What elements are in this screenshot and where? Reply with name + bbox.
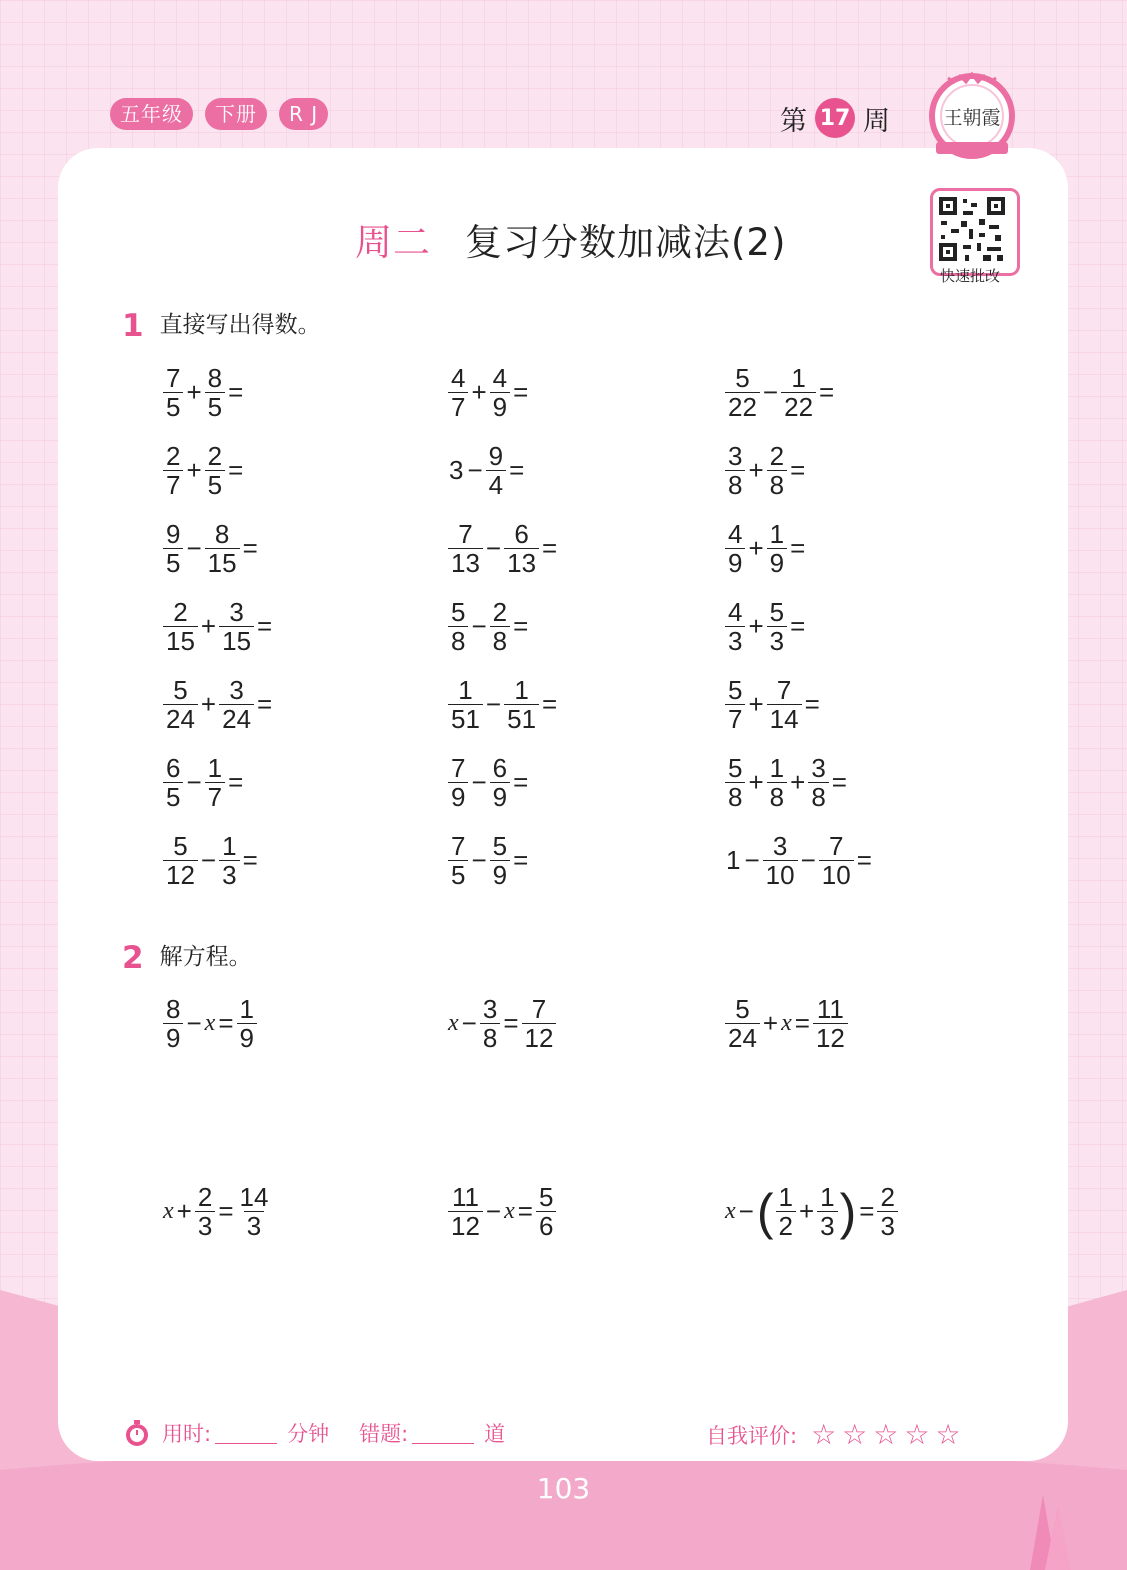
denominator: 9 — [490, 782, 510, 811]
numerator: 1 — [222, 831, 237, 861]
numerator: 8 — [214, 519, 230, 549]
fraction — [205, 364, 225, 421]
denominator: 24 — [725, 1023, 760, 1052]
operator: + — [176, 1196, 192, 1226]
operator: − — [186, 533, 202, 563]
operator: − — [800, 845, 816, 875]
denominator: 8 — [767, 782, 787, 811]
stopwatch-icon — [122, 1418, 152, 1448]
fraction — [536, 1183, 556, 1240]
numerator: 5 — [735, 994, 750, 1024]
fraction — [486, 442, 506, 499]
variable: x — [204, 1010, 216, 1036]
operator: − — [738, 1196, 754, 1226]
fraction — [490, 598, 510, 655]
numerator: 8 — [207, 363, 223, 393]
numerator: 2 — [166, 441, 181, 471]
edition-badge: R J — [279, 98, 328, 130]
operator: − — [762, 377, 779, 407]
denominator: 15 — [219, 626, 254, 655]
denominator: 5 — [163, 548, 183, 577]
operator: + — [748, 767, 764, 797]
week-suffix: 周 — [863, 105, 890, 137]
operator: 3 — [449, 455, 464, 485]
operator: = — [509, 455, 525, 485]
numerator: 1 — [207, 753, 223, 783]
calc-problem — [447, 364, 530, 421]
errors-label: 错题: — [359, 1422, 409, 1446]
denominator: 15 — [163, 626, 198, 655]
calc-problem — [724, 520, 807, 577]
denominator: 22 — [781, 392, 816, 421]
operator: + — [186, 455, 202, 485]
section-2-heading — [122, 938, 252, 976]
denominator: 15 — [205, 548, 240, 577]
fraction — [725, 676, 745, 733]
numerator: 4 — [451, 363, 466, 393]
time-label: 用时: — [162, 1422, 212, 1446]
fraction — [813, 995, 848, 1052]
fraction — [817, 1183, 837, 1240]
time-blank[interactable] — [215, 1423, 277, 1444]
denominator: 10 — [819, 860, 854, 889]
section-number: 2 — [122, 939, 144, 976]
svg-text:王朝霞: 王朝霞 — [943, 107, 1001, 129]
time-record — [122, 1418, 505, 1448]
denominator: 9 — [490, 860, 510, 889]
denominator: 5 — [205, 392, 225, 421]
fraction — [163, 598, 198, 655]
operator: = — [790, 611, 806, 641]
denominator: 8 — [808, 782, 828, 811]
operator: − — [467, 455, 483, 485]
denominator: 9 — [725, 548, 745, 577]
fraction — [781, 364, 816, 421]
operator: 1 — [726, 845, 741, 875]
denominator: 8 — [480, 1023, 500, 1052]
operator: = — [804, 689, 820, 719]
numerator: 4 — [728, 519, 743, 549]
denominator: 8 — [767, 470, 787, 499]
variable: x — [781, 1010, 792, 1036]
calc-problem — [447, 520, 559, 577]
denominator: 7 — [725, 704, 745, 733]
variable: x — [504, 1198, 515, 1224]
fraction — [767, 442, 787, 499]
operator: = — [859, 1196, 875, 1226]
self-eval-label: 自我评价: — [706, 1423, 798, 1448]
operator: + — [790, 767, 806, 797]
equation-problem — [724, 1183, 899, 1240]
fraction — [219, 598, 254, 655]
numerator: 14 — [239, 1182, 269, 1212]
variable: x — [163, 1198, 174, 1224]
denominator: 5 — [163, 782, 183, 811]
operator: = — [242, 845, 258, 875]
fraction — [163, 364, 183, 421]
numerator: 5 — [728, 675, 743, 705]
denominator: 3 — [767, 626, 787, 655]
fraction — [163, 754, 183, 811]
calc-problem — [162, 598, 274, 655]
fraction — [205, 754, 225, 811]
operator: = — [242, 533, 258, 563]
numerator: 1 — [458, 675, 473, 705]
denominator: 6 — [536, 1211, 556, 1240]
fraction — [767, 520, 787, 577]
fraction — [163, 442, 183, 499]
self-evaluation — [706, 1418, 967, 1451]
operator: = — [513, 377, 529, 407]
variable: x — [725, 1198, 736, 1224]
operator: − — [461, 1008, 477, 1038]
minute-unit: 分钟 — [287, 1422, 330, 1446]
page-number: 103 — [536, 1472, 591, 1505]
equation-problem — [724, 995, 849, 1052]
denominator: 8 — [725, 470, 745, 499]
operator: − — [186, 767, 202, 797]
equation-problem — [447, 995, 557, 1052]
calc-problem — [447, 598, 530, 655]
fraction — [819, 832, 854, 889]
calc-problem — [724, 598, 807, 655]
denominator: 10 — [763, 860, 798, 889]
fraction — [237, 995, 257, 1052]
fraction — [877, 1183, 897, 1240]
errors-blank[interactable] — [412, 1423, 474, 1444]
numerator: 7 — [828, 831, 844, 861]
fraction — [767, 598, 787, 655]
numerator: 5 — [735, 363, 750, 393]
fraction — [237, 1183, 272, 1240]
denominator: 12 — [813, 1023, 848, 1052]
numerator: 5 — [728, 753, 743, 783]
numerator: 7 — [531, 994, 547, 1024]
operator: = — [513, 845, 529, 875]
fraction — [448, 364, 468, 421]
operator: − — [471, 767, 487, 797]
operator: + — [798, 1196, 815, 1226]
numerator: 1 — [820, 1182, 835, 1212]
numerator: 4 — [728, 597, 743, 627]
calc-problem — [447, 676, 559, 733]
operator: − — [200, 845, 217, 875]
denominator: 8 — [448, 626, 468, 655]
qr-caption: 快速批改 — [940, 267, 1001, 285]
operator: − — [485, 1196, 502, 1226]
operator: = — [228, 377, 244, 407]
volume-badge: 下册 — [205, 98, 267, 130]
operator: = — [218, 1008, 234, 1038]
qr-code-icon — [933, 191, 1011, 267]
calc-problem — [162, 754, 245, 811]
operator: = — [542, 689, 558, 719]
calc-problem — [724, 442, 807, 499]
numerator: 5 — [173, 675, 188, 705]
operator: = — [503, 1008, 519, 1038]
numerator: 2 — [769, 441, 785, 471]
fraction — [490, 754, 510, 811]
numerator: 6 — [166, 753, 181, 783]
operator: + — [762, 1008, 779, 1038]
operator: = — [517, 1196, 533, 1226]
page-title — [355, 212, 786, 266]
operator: − — [471, 845, 487, 875]
operator: + — [200, 611, 217, 641]
numerator: 7 — [166, 363, 181, 393]
fraction — [763, 832, 798, 889]
fraction — [490, 364, 510, 421]
operator: = — [794, 1008, 810, 1038]
fraction — [219, 832, 239, 889]
denominator: 4 — [486, 470, 506, 499]
numerator: 2 — [880, 1182, 895, 1212]
fraction — [448, 754, 468, 811]
numerator: 5 — [769, 597, 785, 627]
numerator: 4 — [492, 363, 508, 393]
operator: − — [485, 533, 502, 563]
numerator: 9 — [166, 519, 181, 549]
calc-problem — [447, 754, 530, 811]
operator: = — [257, 611, 273, 641]
denominator: 8 — [725, 782, 745, 811]
title-topic: 复习分数加减法(2) — [465, 221, 787, 264]
operator: = — [856, 845, 872, 875]
operator: = — [228, 767, 244, 797]
fraction — [522, 995, 557, 1052]
denominator: 9 — [163, 1023, 183, 1052]
week-indicator — [780, 98, 890, 138]
fraction — [504, 520, 539, 577]
numerator: 3 — [482, 994, 498, 1024]
operator: + — [200, 689, 217, 719]
denominator: 13 — [504, 548, 539, 577]
fraction — [776, 1183, 796, 1240]
denominator: 3 — [817, 1211, 837, 1240]
denominator: 12 — [448, 1211, 483, 1240]
numerator: 9 — [488, 441, 504, 471]
denominator: 51 — [448, 704, 483, 733]
week-prefix: 第 — [780, 105, 807, 137]
operator: + — [186, 377, 202, 407]
grade-badges — [110, 98, 328, 130]
numerator: 1 — [769, 519, 785, 549]
numerator: 2 — [197, 1182, 213, 1212]
denominator: 3 — [219, 860, 239, 889]
denominator: 8 — [490, 626, 510, 655]
numerator: 5 — [173, 831, 188, 861]
numerator: 11 — [451, 1182, 479, 1212]
numerator: 2 — [207, 441, 223, 471]
calc-problem — [162, 364, 245, 421]
operator: − — [485, 689, 502, 719]
denominator: 5 — [448, 860, 468, 889]
fraction — [725, 364, 760, 421]
brand-logo-seal — [928, 68, 1016, 164]
fraction — [163, 676, 198, 733]
fraction — [725, 995, 760, 1052]
fraction — [448, 832, 468, 889]
errors-unit: 道 — [484, 1422, 506, 1446]
denominator: 9 — [448, 782, 468, 811]
denominator: 12 — [163, 860, 198, 889]
equation-problem — [162, 995, 258, 1052]
fraction — [725, 754, 745, 811]
numerator: 3 — [728, 441, 743, 471]
operator: + — [748, 455, 764, 485]
fraction — [448, 1183, 483, 1240]
parenthesis: ) — [839, 1183, 857, 1240]
numerator: 6 — [514, 519, 529, 549]
fraction — [448, 598, 468, 655]
operator: = — [513, 611, 529, 641]
grade-badge: 五年级 — [110, 98, 193, 130]
fraction — [504, 676, 539, 733]
numerator: 1 — [239, 994, 254, 1024]
numerator: 8 — [166, 994, 181, 1024]
fraction — [205, 520, 240, 577]
fraction — [448, 676, 483, 733]
denominator: 7 — [205, 782, 225, 811]
fraction — [219, 676, 254, 733]
denominator: 3 — [877, 1211, 897, 1240]
denominator: 7 — [448, 392, 468, 421]
numerator: 11 — [816, 994, 844, 1024]
qr-code[interactable] — [930, 188, 1020, 276]
numerator: 7 — [451, 831, 466, 861]
calc-problem — [162, 520, 260, 577]
calc-problem — [162, 832, 260, 889]
operator: = — [831, 767, 847, 797]
numerator: 5 — [538, 1182, 554, 1212]
operator: + — [471, 377, 487, 407]
denominator: 14 — [767, 704, 802, 733]
fraction — [163, 832, 198, 889]
operator: + — [748, 611, 764, 641]
calc-problem — [447, 832, 530, 889]
fraction — [808, 754, 828, 811]
denominator: 12 — [522, 1023, 557, 1052]
denominator: 9 — [767, 548, 787, 577]
denominator: 2 — [776, 1211, 796, 1240]
fraction — [163, 520, 183, 577]
denominator: 24 — [219, 704, 254, 733]
numerator: 2 — [492, 597, 508, 627]
denominator: 9 — [490, 392, 510, 421]
calc-problem — [724, 676, 822, 733]
equation-problem — [447, 1183, 557, 1240]
fraction — [448, 520, 483, 577]
operator: + — [748, 689, 764, 719]
numerator: 6 — [492, 753, 508, 783]
calc-problem — [162, 442, 245, 499]
fraction — [195, 1183, 215, 1240]
rating-stars[interactable]: ☆☆☆☆☆ — [811, 1418, 967, 1451]
numerator: 3 — [229, 675, 244, 705]
numerator: 7 — [776, 675, 792, 705]
operator: = — [542, 533, 558, 563]
fraction — [725, 520, 745, 577]
fraction — [490, 832, 510, 889]
section-1-heading — [122, 306, 321, 344]
equation-problem — [162, 1183, 272, 1240]
numerator: 7 — [458, 519, 473, 549]
numerator: 1 — [514, 675, 529, 705]
numerator: 1 — [769, 753, 785, 783]
denominator: 5 — [205, 470, 225, 499]
variable: x — [448, 1010, 459, 1036]
fraction — [725, 598, 745, 655]
parenthesis: ( — [756, 1183, 774, 1240]
section-instruction: 直接写出得数。 — [159, 312, 321, 338]
calc-problem — [724, 832, 874, 889]
operator: − — [186, 1008, 202, 1038]
numerator: 3 — [772, 831, 788, 861]
denominator: 24 — [163, 704, 198, 733]
denominator: 3 — [195, 1211, 215, 1240]
operator: = — [819, 377, 835, 407]
denominator: 22 — [725, 392, 760, 421]
denominator: 3 — [725, 626, 745, 655]
calc-problem — [724, 364, 836, 421]
denominator: 5 — [163, 392, 183, 421]
numerator: 3 — [811, 753, 826, 783]
numerator: 5 — [451, 597, 466, 627]
operator: − — [471, 611, 487, 641]
numerator: 5 — [492, 831, 508, 861]
denominator: 3 — [244, 1211, 264, 1240]
numerator: 2 — [173, 597, 188, 627]
operator: = — [513, 767, 529, 797]
operator: = — [790, 455, 806, 485]
operator: = — [790, 533, 806, 563]
denominator: 13 — [448, 548, 483, 577]
numerator: 1 — [791, 363, 806, 393]
operator: = — [257, 689, 273, 719]
operator: = — [228, 455, 244, 485]
fraction — [725, 442, 745, 499]
fraction — [163, 995, 183, 1052]
fraction — [767, 676, 802, 733]
denominator: 9 — [237, 1023, 257, 1052]
fraction — [480, 995, 500, 1052]
calc-problem — [162, 676, 274, 733]
numerator: 1 — [778, 1182, 793, 1212]
week-number-badge: 17 — [815, 98, 855, 138]
operator: + — [748, 533, 764, 563]
title-day: 周二 — [355, 221, 431, 264]
calc-problem — [447, 442, 526, 499]
operator: − — [744, 845, 760, 875]
section-instruction: 解方程。 — [159, 944, 252, 970]
section-number: 1 — [122, 307, 144, 344]
numerator: 7 — [451, 753, 466, 783]
fraction — [205, 442, 225, 499]
denominator: 7 — [163, 470, 183, 499]
operator: = — [218, 1196, 234, 1226]
numerator: 3 — [229, 597, 244, 627]
calc-problem — [724, 754, 849, 811]
denominator: 51 — [504, 704, 539, 733]
fraction — [767, 754, 787, 811]
